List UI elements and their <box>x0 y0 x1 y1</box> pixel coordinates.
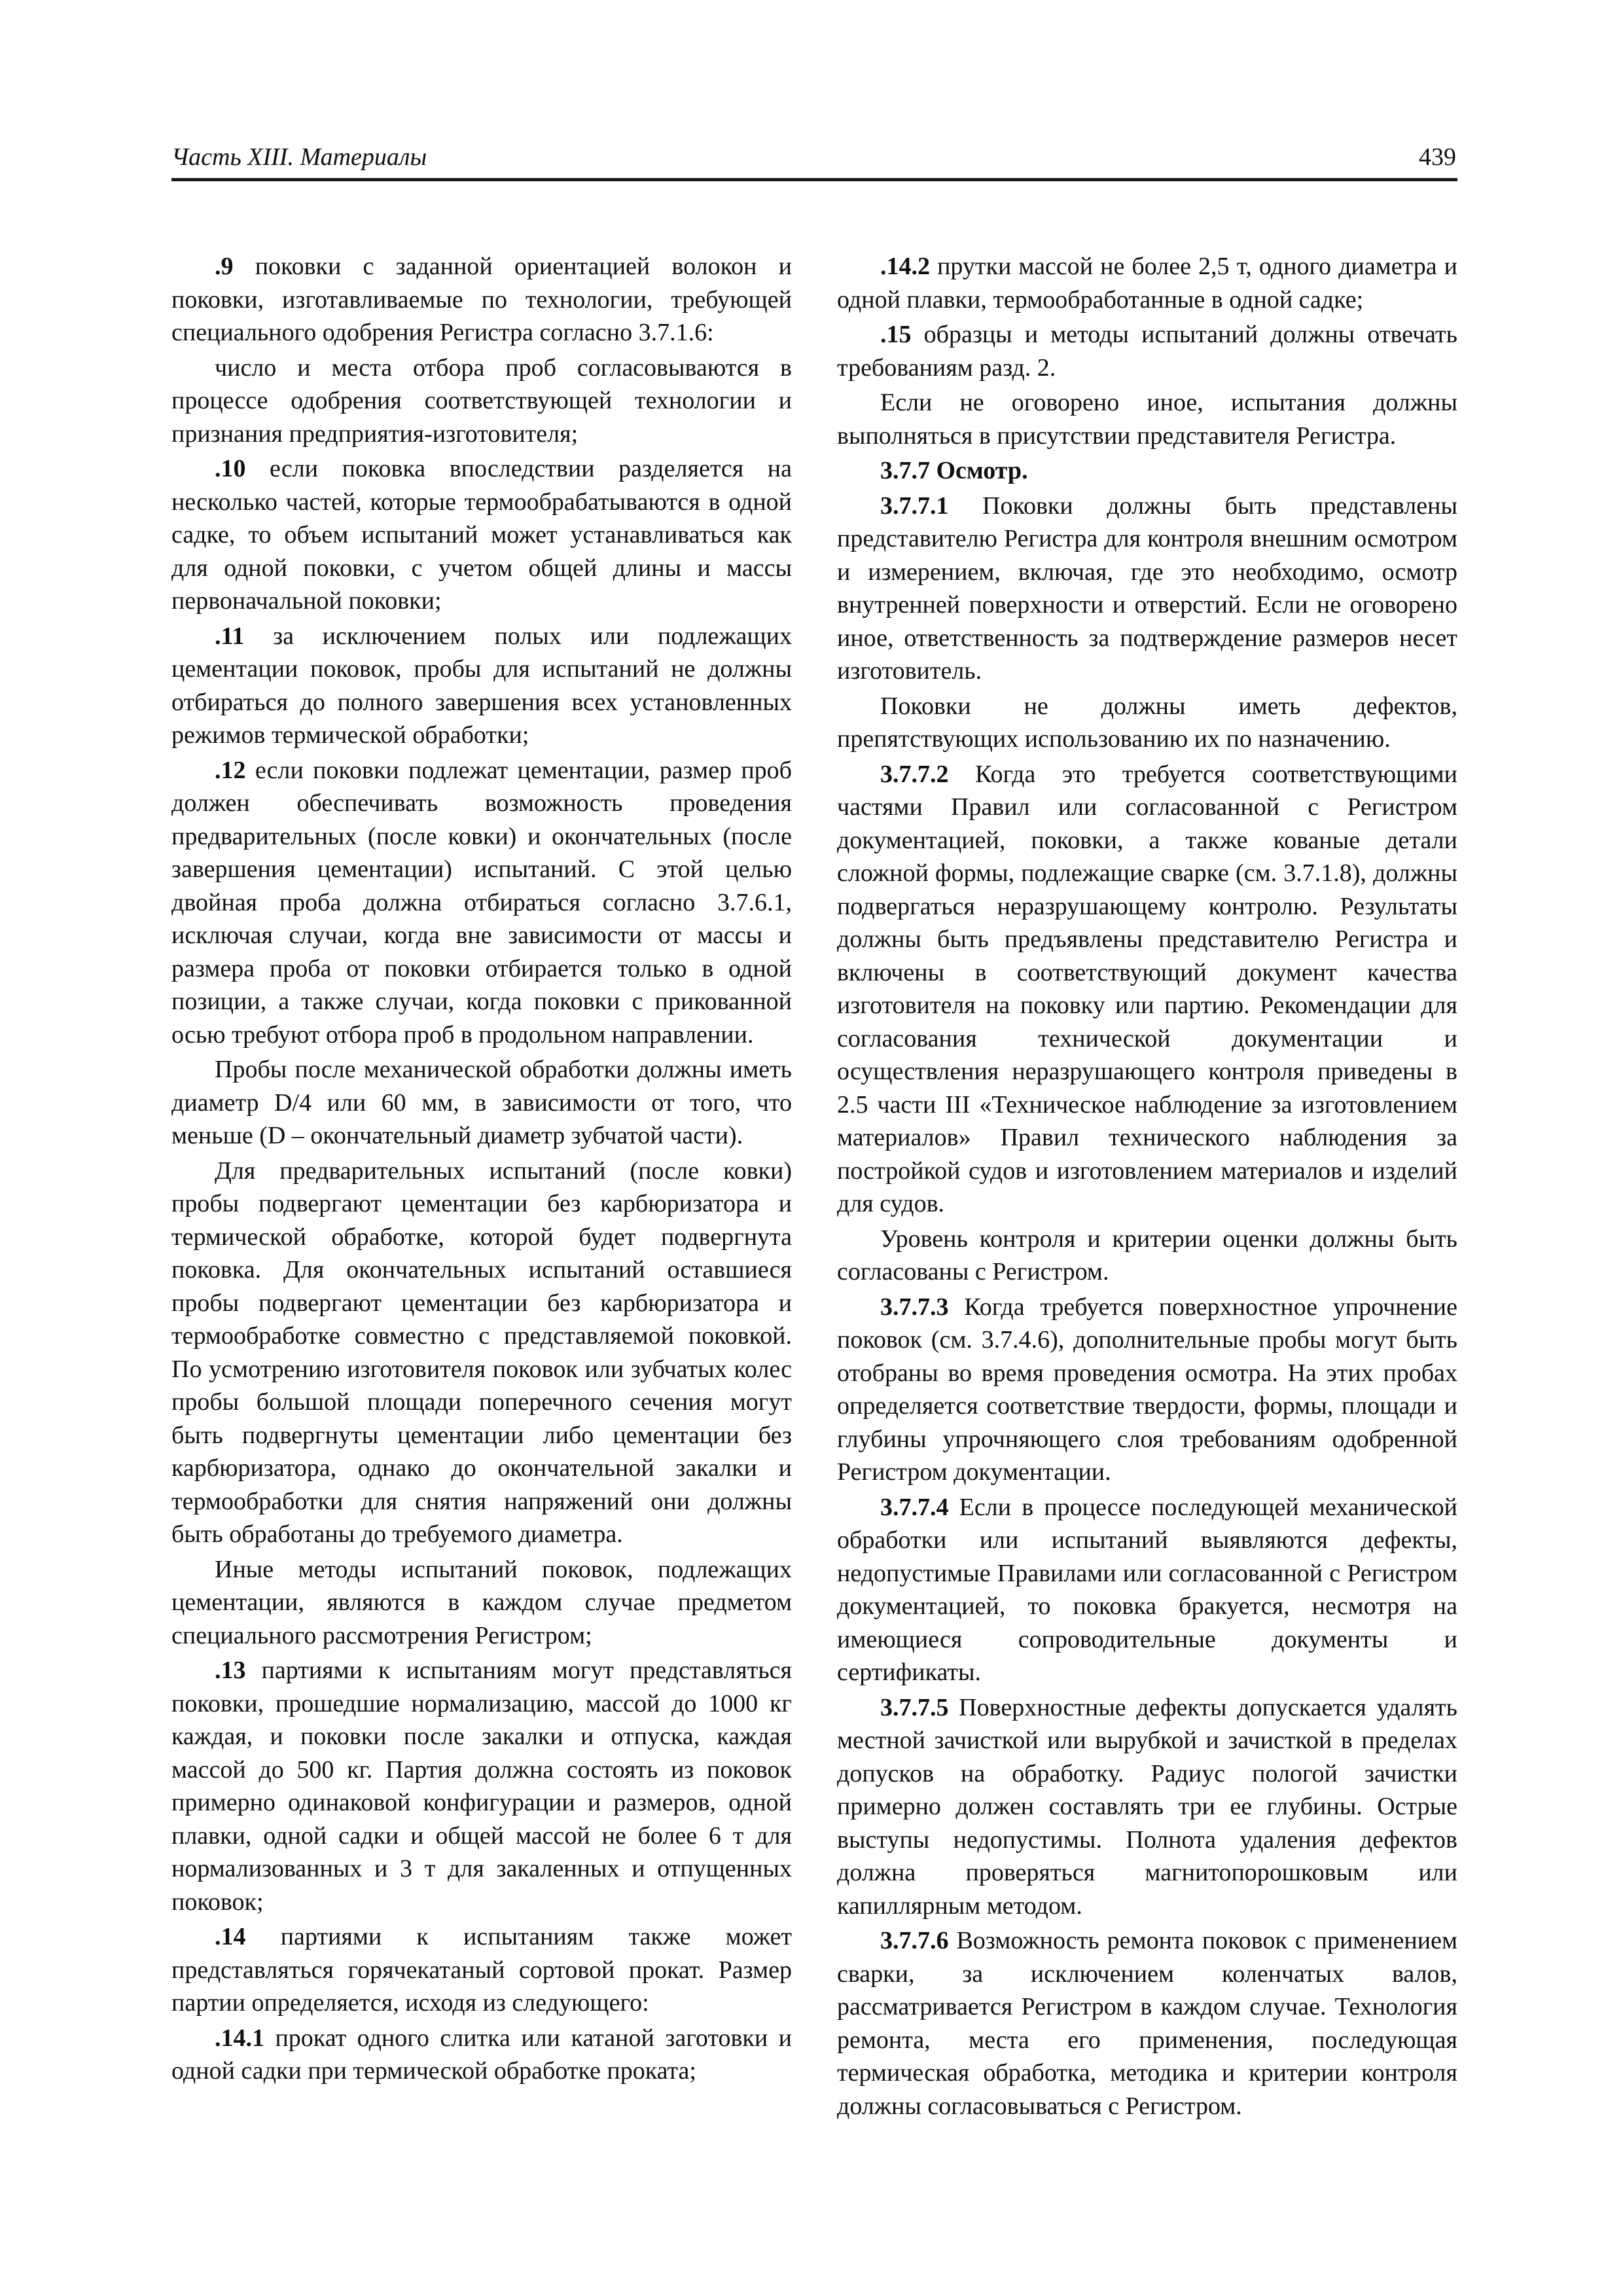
clause-number: .11 <box>215 622 245 650</box>
clause-number: 3.7.7.1 <box>880 492 949 520</box>
paragraph <box>837 490 1457 688</box>
clause-number: 3.7.7.2 <box>880 760 949 788</box>
paragraph-text: Для предварительных испытаний (после ковки) пробы подвергают цементации без карбюризатора и термической обработке, которой будет подвергнута поковка. Для окончательных испытаний оставшиеся пробы подвергают цементации без карбюризатора и термообработке совместно с представляемой поковкой. По усмотрению изготовителя поковок или зубчатых колес пробы большой площади поперечного сечения могут быть подвергнуты цементации либо цементации без карбюризатора, однако до окончательной закалки и термообработки для снятия напряжений они должны быть обработаны до требуемого диаметра. <box>171 1157 792 1548</box>
clause-number: .15 <box>880 321 912 348</box>
paragraph-text: Если не оговорено иное, испытания должны выполняться в присутствии представителя Регистра. <box>837 389 1457 450</box>
paragraph-text: число и места отбора проб согласовываются в процессе одобрения соответствующей технологии и признания предприятия-изготовителя; <box>171 353 792 448</box>
paragraph <box>837 1924 1457 2123</box>
paragraph-text: партиями к испытаниям могут представляться поковки, прошедшие нормализацию, массой до 1000 кг каждая, и поковки после закалки и отпуска, каждая массой до 500 кг. Партия должна состоять из поковок примерно одинаковой конфигурации и размеров, одной плавки, одной садки и общей массой не более 6 т для нормализованных и 3 т для закаленных и отпущенных поковок; <box>171 1657 792 1916</box>
header-title: Часть XIII. Материалы <box>171 143 427 171</box>
paragraph <box>837 386 1457 452</box>
paragraph-text: если поковка впоследствии разделяется на несколько частей, которые термообрабатываются в одной садке, то объем испытаний может устанавливаться как для одной поковки, с учетом общей длины и массы первоначальной поковки; <box>171 455 792 615</box>
clause-number: .14.1 <box>215 2024 264 2052</box>
clause-number: .14.2 <box>880 253 930 280</box>
clause-number: .13 <box>215 1657 246 1684</box>
paragraph-text: Пробы после механической обработки должны иметь диаметр D/4 или 60 мм, в зависимости от того, что меньше (D – окончательный диаметр зубчатой части). <box>171 1056 792 1149</box>
paragraph-text: Уровень контроля и критерии оценки должны быть согласованы с Регистром. <box>837 1225 1457 1285</box>
paragraph <box>171 754 792 1052</box>
paragraph-text: Иные методы испытаний поковок, подлежащих цементации, являются в каждом случае предметом специального рассмотрения Регистром; <box>171 1555 792 1649</box>
paragraph-text: прокат одного слитка или катаной заготовки и одной садки при термической обработке проката; <box>171 2024 792 2085</box>
page-number: 439 <box>1419 143 1456 171</box>
clause-number: .14 <box>215 1923 246 1950</box>
clause-number: .10 <box>215 455 246 482</box>
paragraph <box>837 758 1457 1221</box>
right-column <box>837 250 1457 2125</box>
paragraph-text: за исключением полых или подлежащих цементации поковок, пробы для испытаний не должны отбираться до полного завершения всех установленных режимов термической обработки; <box>171 622 792 749</box>
paragraph <box>171 1053 792 1153</box>
paragraph-text: Поковки должны быть представлены представителю Регистра для контроля внешним осмотром и измерением, включая, где это необходимо, осмотр внутренней поверхности и отверстий. Если не оговорено иное, ответственность за подтверждение размеров несет изготовитель. <box>837 492 1457 685</box>
paragraph <box>837 250 1457 316</box>
paragraph <box>837 1691 1457 1923</box>
paragraph-text: Возможность ремонта поковок с применением сварки, за исключением коленчатых валов, рассматривается Регистром в каждом случае. Технология ремонта, места его применения, последующая термическая обработка, методика и критерии контроля должны согласовываться с Регистром. <box>837 1927 1457 2120</box>
paragraph <box>171 1155 792 1551</box>
paragraph-text: Поверхностные дефекты допускается удалять местной зачисткой или вырубкой и зачисткой в пределах допусков на обработку. Радиус пологой зачистки примерно должен составлять три ее глубины. Острые выступы недопустимы. Полнота удаления дефектов должна проверяться магнитопорошковым или капиллярным методом. <box>837 1693 1457 1920</box>
paragraph-text: если поковки подлежат цементации, размер проб должен обеспечивать возможность проведения предварительных (после ковки) и окончательных (после завершения цементации) испытаний. С этой целью двойная проба должна отбираться согласно 3.7.6.1, исключая случаи, когда вне зависимости от массы и размера проба от поковки отбирается только в одной позиции, а также случаи, когда поковки с прикованной осью требуют отбора проб в продольном направлении. <box>171 756 792 1049</box>
section-heading <box>837 454 1457 488</box>
paragraph-text: прутки массой не более 2,5 т, одного диаметра и одной плавки, термообработанные в одной садке; <box>837 253 1457 314</box>
paragraph <box>837 690 1457 756</box>
paragraph-text: Когда это требуется соответствующими частями Правил или согласованной с Регистром документацией, поковки, а также кованые детали сложной формы, подлежащие сварке (см. 3.7.1.8), должны подвергаться неразрушающему контролю. Результаты должны быть предъявлены представителю Регистра и включены в соответствующий документ качества изготовителя на поковку или партию. Рекомендации для согласования технической документации и осуществления неразрушающего контроля приведены в 2.5 части III «Техническое наблюдение за изготовлением материалов» Правил технического наблюдения за постройкой судов и изготовлением материалов и изделий для судов. <box>837 760 1457 1217</box>
paragraph <box>837 1223 1457 1289</box>
left-column <box>171 250 792 2090</box>
paragraph <box>171 452 792 618</box>
paragraph-text: Когда требуется поверхностное упрочнение поковок (см. 3.7.4.6), дополнительные пробы могут быть отобраны во время проведения осмотра. На этих пробах определяется соответствие твердости, формы, площади и глубины упрочняющего слоя требованиям одобренной Регистром документации. <box>837 1293 1457 1486</box>
paragraph-text: Поковки не должны иметь дефектов, препятствующих использованию их по назначению. <box>837 692 1457 753</box>
paragraph <box>171 351 792 451</box>
paragraph-text: поковки с заданной ориентацией волокон и поковки, изготавливаемые по технологии, требующей специального одобрения Регистра согласно 3.7.1.6: <box>171 253 792 346</box>
paragraph <box>837 1291 1457 1489</box>
clause-number: 3.7.7.4 <box>880 1493 949 1521</box>
running-header <box>171 139 1457 181</box>
paragraph-text: партиями к испытаниям также может представляться горячекатаный сортовой прокат. Размер партии определяется, исходя из следующего: <box>171 1923 792 2017</box>
paragraph <box>171 2022 792 2088</box>
paragraph <box>171 250 792 350</box>
paragraph-text: образцы и методы испытаний должны отвечать требованиям разд. 2. <box>837 321 1457 382</box>
clause-number: 3.7.7.6 <box>880 1927 949 1954</box>
section-title: 3.7.7 Осмотр. <box>880 457 1028 484</box>
paragraph <box>171 1553 792 1653</box>
clause-number: 3.7.7.5 <box>880 1693 949 1721</box>
paragraph <box>837 318 1457 384</box>
paragraph <box>171 620 792 752</box>
paragraph-text: Если в процессе последующей механической обработки или испытаний выявляются дефекты, недопустимые Правилами или согласованной с Регистром документацией, то поковка бракуется, несмотря на имеющиеся сопроводительные документы и сертификаты. <box>837 1493 1457 1686</box>
paragraph <box>171 1654 792 1918</box>
clause-number: 3.7.7.3 <box>880 1293 949 1321</box>
clause-number: .12 <box>215 756 246 784</box>
clause-number: .9 <box>215 253 234 280</box>
paragraph <box>171 1920 792 2020</box>
paragraph <box>837 1491 1457 1689</box>
